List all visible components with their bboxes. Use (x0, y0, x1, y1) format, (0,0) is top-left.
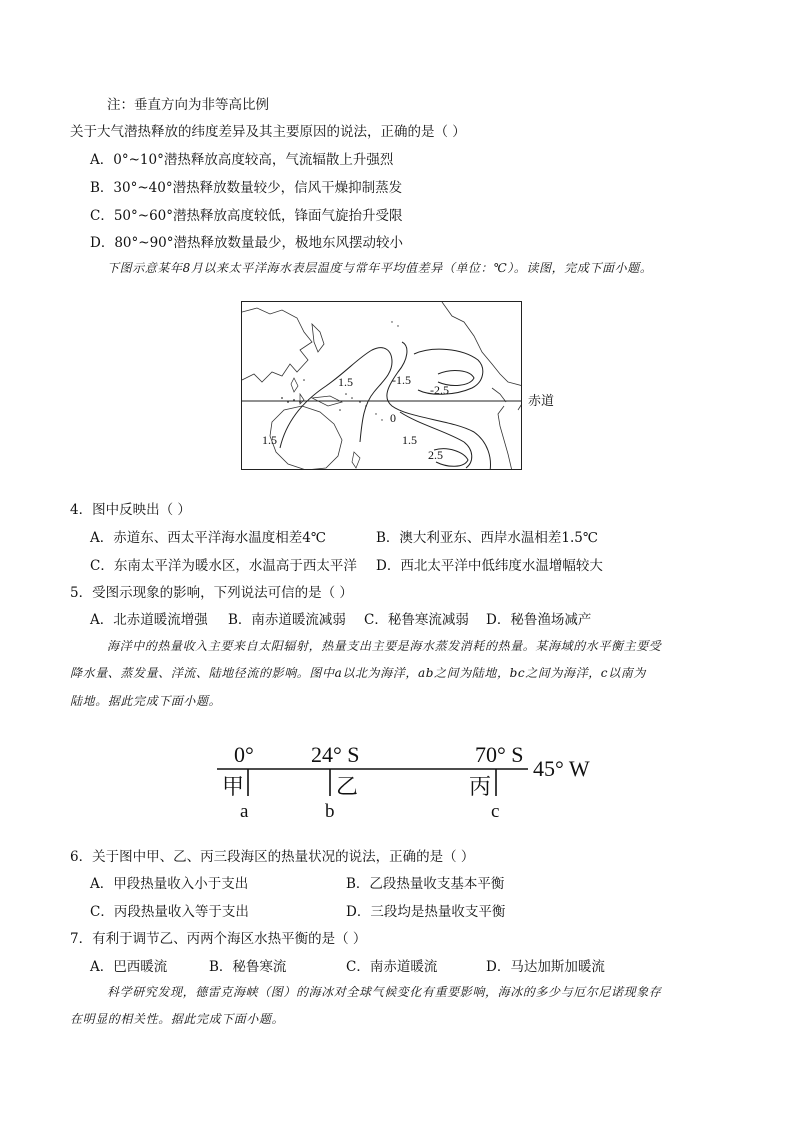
philippines-islands (291, 378, 304, 404)
figure-note: 注：垂直方向为非等高比例 (107, 97, 269, 113)
passage-heat-line-3: 陆地。据此完成下面小题。 (70, 694, 222, 708)
question-6-option-a: A．甲段热量收入小于支出 (90, 876, 249, 892)
question-intro-option-b: B．30°~40°潜热释放数量较少，信风干燥抑制蒸发 (90, 180, 403, 196)
north-america-coastline (442, 302, 522, 386)
question-7-option-c: C．南赤道暖流 (346, 959, 438, 975)
question-7-option-a: A．巴西暖流 (90, 959, 168, 975)
isoline-label-minus-2.5: -2.5 (430, 383, 449, 397)
latitude-section-diagram (205, 738, 605, 828)
isoline-west-1.5 (280, 348, 392, 448)
isoline-label-plus-1.5: 1.5 (402, 433, 417, 447)
question-5-option-b: B．南赤道暖流减弱 (228, 612, 346, 628)
asia-coastline (242, 308, 312, 382)
question-6-option-c: C．丙段热量收入等于支出 (90, 904, 249, 920)
point-a: a (240, 801, 249, 822)
passage-heat-line-2: 降水量、蒸发量、洋流、陆地径流的影响。图中a以北为海洋，ab之间为陆地，bc之间为海洋，c以南为 (70, 666, 646, 680)
passage-heat-line-1: 海洋中的热量收入主要来自太阳辐射，热量支出主要是海水蒸发消耗的热量。某海域的水平衡主要受 (107, 639, 662, 653)
lon-label: 45° W (533, 756, 590, 781)
equator-label: 赤道 (528, 394, 555, 409)
question-4-option-d: D．西北太平洋中低纬度水温增幅较大 (376, 558, 603, 574)
question-7-option-d: D．马达加斯加暖流 (486, 959, 605, 975)
question-intro-option-a: A．0°~10°潜热释放高度较高，气流辐散上升强烈 (90, 152, 394, 168)
lat-label-70s: 70° S (475, 742, 524, 767)
question-4-stem: 4．图中反映出（ ） (70, 502, 191, 518)
question-4-option-a: A．赤道东、西太平洋海水温度相差4℃ (90, 530, 326, 546)
question-7-stem: 7．有利于调节乙、丙两个海区水热平衡的是（ ） (70, 931, 367, 947)
question-intro-option-c: C．50°~60°潜热释放高度较低，锋面气旋抬升受限 (90, 208, 403, 224)
segment-jia: 甲 (222, 774, 245, 799)
south-america-coastline (498, 402, 522, 470)
question-4-option-b: B．澳大利亚东、西岸水温相差1.5℃ (376, 530, 598, 546)
central-america-coastline (492, 388, 506, 402)
question-4-option-c: C．东南太平洋为暖水区，水温高于西太平洋 (90, 558, 357, 574)
question-6-option-d: D．三段均是热量收支平衡 (346, 904, 506, 920)
question-5-stem: 5．受图示现象的影响，下列说法可信的是（ ） (70, 585, 353, 601)
passage-drake-line-1: 科学研究发现，德雷克海峡（图）的海冰对全球气候变化有重要影响，海冰的多少与厄尔尼诺现象存 (107, 985, 662, 999)
passage-map: 下图示意某年8月以来太平洋海水表层温度与常年平均值差异（单位：℃）。读图，完成下面小题。 (107, 261, 653, 275)
question-6-stem: 6．关于图中甲、乙、丙三段海区的热量状况的说法，正确的是（ ） (70, 849, 475, 865)
question-6-option-b: B．乙段热量收支基本平衡 (346, 876, 505, 892)
new-zealand-coastline (352, 452, 360, 468)
question-5-option-a: A．北赤道暖流增强 (90, 612, 208, 628)
map-drawing (242, 302, 522, 470)
question-intro-stem: 关于大气潜热释放的纬度差异及其主要原因的说法，正确的是（ ） (70, 124, 466, 140)
lat-label-0: 0° (234, 742, 254, 767)
lat-label-24s: 24° S (311, 742, 360, 767)
question-7-option-b: B．秘鲁寒流 (209, 959, 287, 975)
passage-drake-line-2: 在明显的相关性。据此完成下面小题。 (70, 1012, 285, 1026)
segment-bing: 丙 (469, 774, 492, 799)
point-b: b (325, 801, 335, 822)
isoline-label-west-1.5: 1.5 (338, 375, 353, 389)
question-5-option-d: D．秘鲁渔场减产 (486, 612, 592, 628)
isoline-label-southwest-1.5: 1.5 (262, 433, 277, 447)
point-c: c (491, 801, 500, 822)
island-dots (281, 321, 399, 420)
pacific-sst-anomaly-map (241, 301, 522, 470)
segment-yi: 乙 (336, 774, 359, 799)
isoline-label-zero: 0 (390, 411, 396, 425)
isoline-label-minus-1.5: -1.5 (392, 373, 411, 387)
question-5-option-c: C．秘鲁寒流减弱 (364, 612, 469, 628)
isoline-label-plus-2.5: 2.5 (428, 448, 443, 462)
australia-coastline (270, 406, 342, 470)
japan-coastline (312, 324, 324, 352)
question-intro-option-d: D．80°~90°潜热释放数量最少，极地东风摆动较小 (90, 235, 403, 251)
